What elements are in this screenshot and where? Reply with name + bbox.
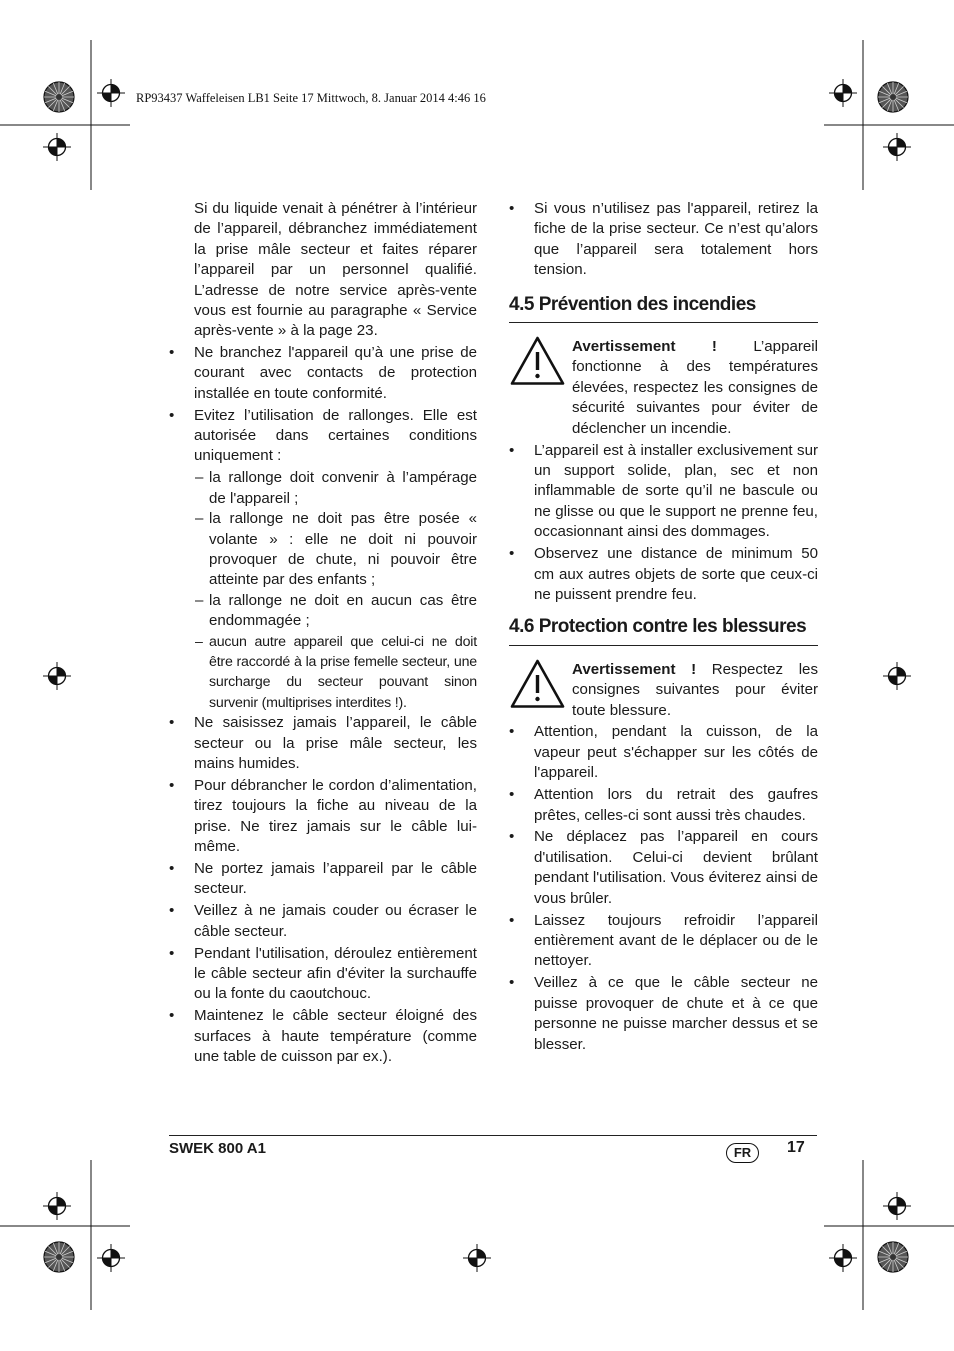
list-item: • Veillez à ne jamais couder ou écraser le câble secteur. <box>169 902 477 940</box>
section-heading-injury-protection: 4.6 Protection contre les blessures <box>509 617 818 645</box>
dash-item: – la rallonge doit convenir à l’ampérage de l'appareil ; <box>195 469 477 507</box>
registration-mark-icon <box>43 662 71 690</box>
warning-triangle-icon <box>509 335 566 387</box>
list-item: • Ne saisissez jamais l’appareil, le câble secteur ou la prise mâle secteur, les mains humides. <box>169 714 477 772</box>
list-item: • Pendant l'utilisation, déroulez entièrement le câble secteur afin d'éviter la surchauffe ou la fonte du caoutchouc. <box>169 944 477 1003</box>
registration-mark-icon <box>97 79 125 107</box>
warning-block <box>509 337 818 439</box>
intro-paragraph: Si du liquide venait à pénétrer à l’intérieur de l’appareil, débranchez immédiatement la prise mâle secteur et faites réparer l’appareil par un personnel qualifié. L’adresse de notre service après-vente vous est fournie au paragraphe « Service après-vente » à la page 23. <box>194 200 477 340</box>
registration-mark-icon <box>829 1244 857 1272</box>
list-item: • Evitez l’utilisation de rallonges. Elle est autorisée dans certaines conditions uniquement : <box>169 406 477 465</box>
color-bar-disc-icon <box>44 1242 74 1272</box>
registration-mark-icon <box>43 133 71 161</box>
registration-mark-icon <box>883 1192 911 1220</box>
list-item: • Ne branchez l'appareil qu’à une prise de courant avec contacts de protection installée en toute conformité. <box>169 343 477 402</box>
list-item: • Observez une distance de minimum 50 cm aux autres objets de sorte que ceux-ci ne puissent prendre feu. <box>509 545 818 603</box>
warning-text: Respectez les consignes suivantes pour éviter toute blessure. <box>572 660 818 719</box>
dash-item: – la rallonge ne doit pas être posée « volante » : elle ne doit ni pouvoir provoquer de chute, ni pouvoir être atteinte par des enfants ; <box>195 510 477 589</box>
registration-mark-icon <box>97 1244 125 1272</box>
registration-mark-icon <box>829 79 857 107</box>
footer-model: SWEK 800 A1 <box>169 1140 266 1157</box>
list-item: • Ne portez jamais l’appareil par le câble secteur. <box>169 860 477 898</box>
section-heading-fire-prevention: 4.5 Prévention des incendies <box>509 295 818 323</box>
left-column <box>169 199 477 1069</box>
page-number: 17 <box>787 1139 805 1156</box>
registration-mark-icon <box>43 1192 71 1220</box>
footer-divider <box>169 1135 817 1136</box>
right-column <box>509 199 818 1056</box>
language-badge: FR <box>726 1143 759 1163</box>
print-header: RP93437 Waffeleisen LB1 Seite 17 Mittwoch, 8. Januar 2014 4:46 16 <box>136 91 486 105</box>
color-bar-disc-icon <box>44 82 74 112</box>
warning-label: Avertissement ! <box>572 338 717 356</box>
list-item: • L’appareil est à installer exclusivement sur un support solide, plan, sec et non inflammable de sorte qu’il ne bascule ou ne glisse ou que le support ne prenne feu, occasionnant ainsi des dommages. <box>509 441 818 541</box>
warning-text: L’appareil fonctionne à des températures élevées, respectez les consignes de sécurité suivantes pour éviter de déclencher un incendie. <box>572 338 818 437</box>
warning-block <box>509 660 818 721</box>
list-item: • Maintenez le câble secteur éloigné des surfaces à haute température (comme une table de cuisson par ex.). <box>169 1007 477 1066</box>
dash-item: – aucun autre appareil que celui-ci ne doit être raccordé à la prise femelle secteur, une surcharge du secteur pouvant sinon survenir (multiprises interdites !). <box>195 633 477 711</box>
warning-label: Avertissement ! <box>572 660 697 678</box>
list-item: • Ne déplacez pas l’appareil en cours d'utilisation. Celui-ci devient brûlant pendant l'utilisation. Vous éviterez ainsi de vous brûler. <box>509 828 818 907</box>
list-item: • Laissez toujours refroidir l’appareil entièrement avant de le déplacer ou de le nettoyer. <box>509 911 818 970</box>
registration-mark-icon <box>883 662 911 690</box>
registration-mark-icon <box>463 1244 491 1272</box>
color-bar-disc-icon <box>878 1242 908 1272</box>
list-item: • Si vous n’utilisez pas l'appareil, retirez la fiche de la prise secteur. Ce n’est qu’alors que l’appareil sera totalement hors tension. <box>509 200 818 279</box>
list-item: • Attention lors du retrait des gaufres prêtes, celles-ci sont aussi très chaudes. <box>509 786 818 824</box>
registration-mark-icon <box>883 133 911 161</box>
color-bar-disc-icon <box>878 82 908 112</box>
list-item: • Attention, pendant la cuisson, de la vapeur peut s'échapper sur les côtés de l'appareil. <box>509 723 818 782</box>
list-item: • Pour débrancher le cordon d’alimentation, tirez toujours la fiche au niveau de la prise. Ne tirez jamais sur le câble lui-même. <box>169 776 477 856</box>
warning-triangle-icon <box>509 658 566 710</box>
list-item: • Veillez à ce que le câble secteur ne puisse provoquer de chute et à ce que personne ne puisse marcher dessus et se blesser. <box>509 974 818 1053</box>
dash-item: – la rallonge ne doit en aucun cas être endommagée ; <box>195 591 477 630</box>
